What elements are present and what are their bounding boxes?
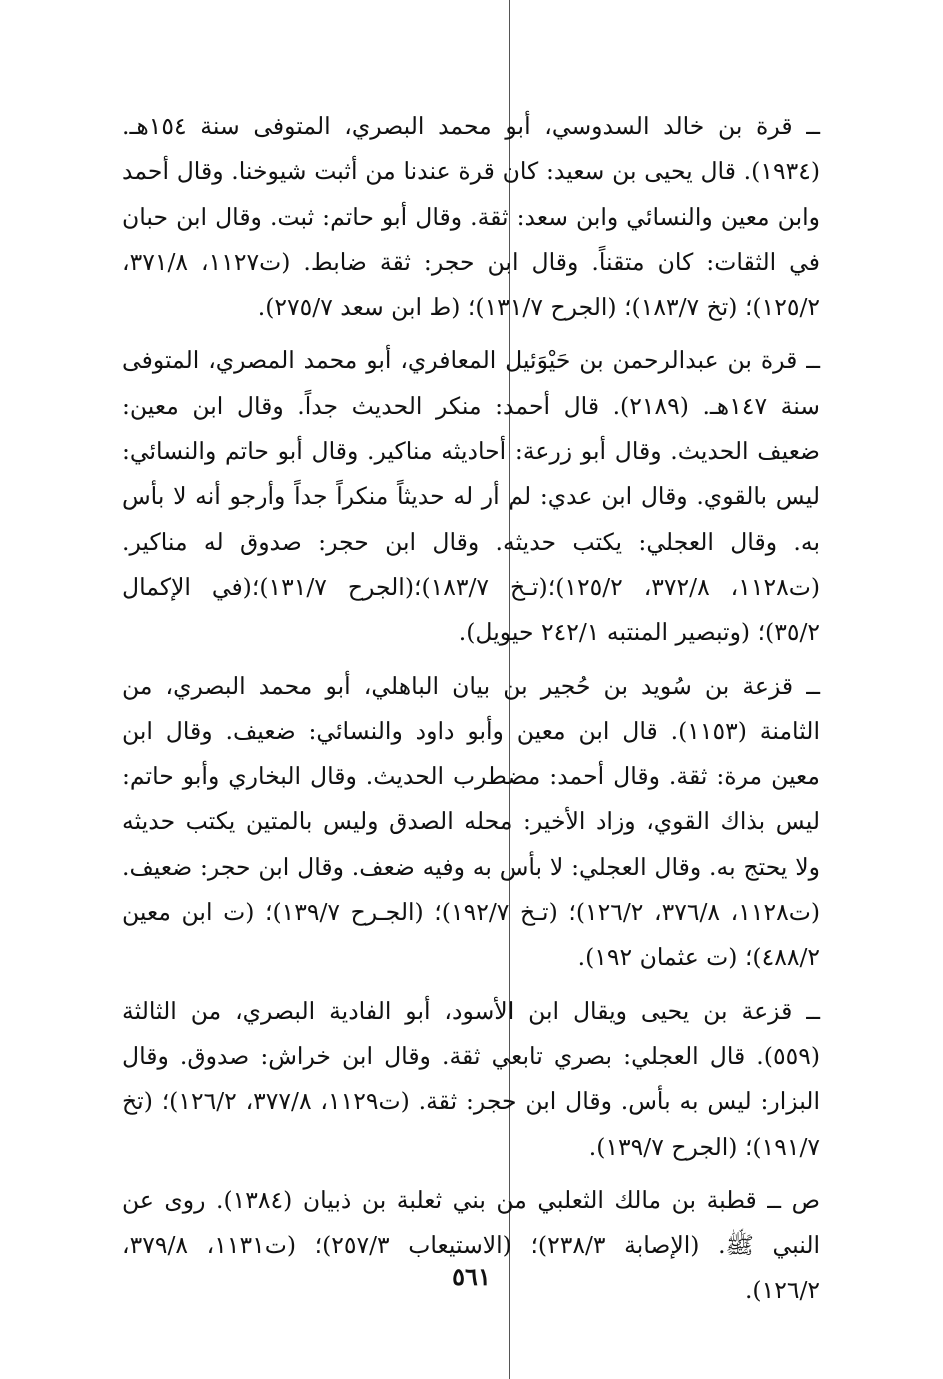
page-number: ٥٦١ — [452, 1262, 491, 1291]
page-body — [122, 104, 820, 1314]
entry-qurra-ibn-khalid: ــ قرة بن خالد السدوسي، أبو محمد البصري، المتوفى سنة ١٥٤هـ. (١٩٣٤). قال يحيى بن سعيد: كان قرة عندنا من أثبت شيوخنا. وقال أحمد وابن معين والنسائي وابن سعد: ثقة. وقال أبو حاتم: ثبت. وقال ابن حبان في الثقات: كان متقناً. وقال ابن حجر: ثقة ضابط. (ت١١٢٧، ٣٧١/٨، ١٢٥/٢)؛ (تخ ١٨٣/٧)؛ (الجرح ١٣١/٧)؛ (ط ابن سعد ٢٧٥/٧). — [122, 112, 820, 322]
entry-qurra-ibn-abdulrahman: ــ قرة بن عبدالرحمن بن حَيْوَئيل المعافري، أبو محمد المصري، المتوفى سنة ١٤٧هـ. (٢١٨٩). قال أحمد: منكر الحديث جداً. وقال ابن معين: ضعيف الحديث. وقال أبو زرعة: أحاديثه مناكير. وقال أبو حاتم والنسائي: ليس بالقوي. وقال ابن عدي: لم أر له حديثاً منكراً جداً وأرجو أنه لا بأس به. وقال العجلي: يكتب حديثه. وقال ابن حجر: صدوق له مناكير. (ت١١٢٨، ٣٧٢/٨، ١٢٥/٢)؛(تـخ ١٨٣/٧)؛(الجرح ١٣١/٧)؛(في الإكمال ٣٥/٢)؛ (وتبصير المنتبه ٢٤٢/١ حيويل). — [122, 346, 821, 647]
entry-qaza-ibn-suwayd: ــ قزعة بن سُويد بن حُجير بن بيان الباهلي، أبو محمد البصري، من الثامنة (١١٥٣). قال ابن معين وأبو داود والنسائي: ضعيف. وقال ابن معين مرة: ثقة. وقال أحمد: مضطرب الحديث. وقال البخاري وأبو حاتم: ليس بذاك القوي، وزاد الأخير: محله الصدق وليس بالمتين يكتب حديثه ولا يحتج به. وقال العجلي: لا بأس به وفيه ضعف. وقال ابن حجر: ضعيف. (ت١١٢٨، ٣٧٦/٨، ١٢٦/٢)؛ (تـخ ١٩٢/٧)؛ (الجـرح ١٣٩/٧)؛ (ت ابن معين ٤٨٨/٢)؛ (ت عثمان ١٩٢). — [122, 671, 820, 972]
entry-qaza-ibn-yahya: ــ قزعة بن يحيى ويقال ابن الأسود، أبو الفادية البصري، من الثالثة (٥٥٩). قال العجلي: بصري تابعي ثقة. وقال ابن خراش: صدوق. وقال البزار: ليس به بأس. وقال ابن حجر: ثقة. (ت١١٢٩، ٣٧٧/٨، ١٢٦/٢)؛ (تخ ١٩١/٧)؛ (الجرح ١٣٩/٧). — [122, 996, 820, 1161]
entry-qutba-ibn-malik: ص ــ قطبة بن مالك الثعلبي من بني ثعلبة بن ذبيان (١٣٨٤). روى عن النبي ﷺ. (الإصابة ٢٣٨/٣)؛ (الاستيعاب ٢٥٧/٣)؛ (ت١١٣١، ٣٧٩/٨، ١٢٦/٢). — [122, 1185, 821, 1305]
